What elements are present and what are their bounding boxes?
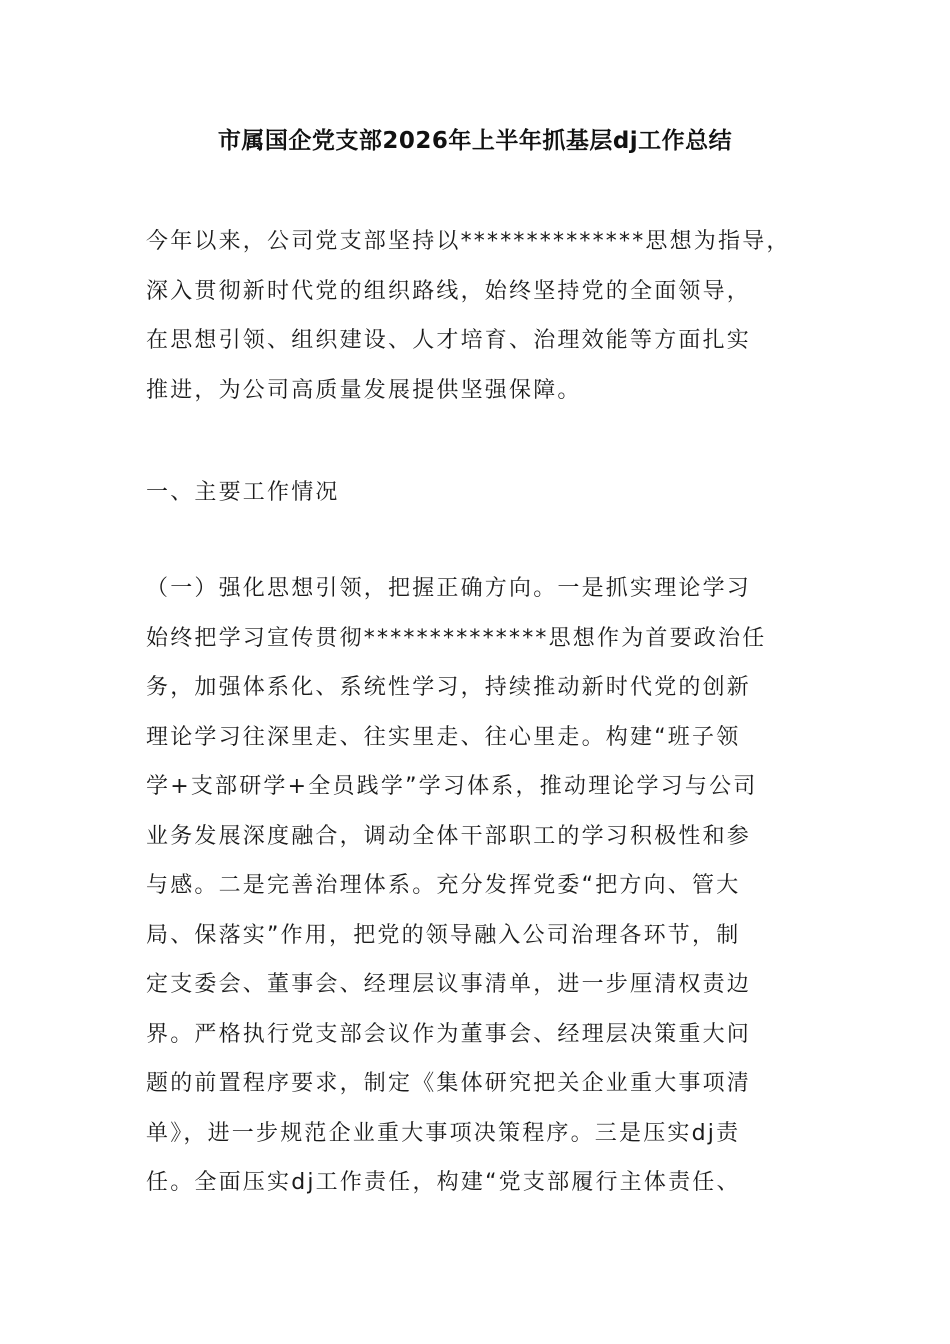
paragraph-line: 始终把学习宣传贯彻**************思想作为首要政治任 [146, 625, 767, 651]
paragraph-line: 定支委会、董事会、经理层议事清单，进一步厘清权责边 [146, 972, 752, 997]
paragraph-line: 任。全面压实dj工作责任，构建“党支部履行主体责任、 [146, 1170, 741, 1195]
paragraph-line: 单》，进一步规范企业重大事项决策程序。三是压实dj责 [146, 1120, 741, 1146]
paragraph-line: 局、保落实”作用，把党的领导融入公司治理各环节，制 [146, 922, 741, 948]
paragraph-line: 务，加强体系化、系统性学习，持续推动新时代党的创新 [146, 675, 752, 700]
paragraph-line: 题的前置程序要求，制定《集体研究把关企业重大事项清 [146, 1071, 752, 1096]
paragraph-line: 业务发展深度融合，调动全体干部职工的学习积极性和参 [146, 823, 752, 849]
paragraph-line: （一）强化思想引领，把握正确方向。一是抓实理论学习 [146, 576, 752, 601]
paragraph-line: 与感。二是完善治理体系。充分发挥党委“把方向、管大 [146, 873, 741, 898]
paragraph-line: 今年以来，公司党支部坚持以**************思想为指导， [146, 229, 791, 254]
paragraph-line: 界。严格执行党支部会议作为董事会、经理层决策重大问 [146, 1021, 752, 1047]
paragraph-line: 推进，为公司高质量发展提供坚强保障。 [146, 377, 582, 403]
paragraph-line: 理论学习往深里走、往实里走、往心里走。构建“班子领 [146, 724, 741, 750]
document-title: 市属国企党支部2026年上半年抓基层dj工作总结 [217, 128, 733, 154]
intro-paragraph [146, 217, 836, 415]
paragraph-line: 深入贯彻新时代党的组织路线，始终坚持党的全面领导， [146, 278, 752, 304]
paragraph-line: 在思想引领、组织建设、人才培育、治理效能等方面扎实 [146, 328, 752, 353]
section-heading: 一、主要工作情况 [146, 480, 340, 505]
section-paragraph [146, 564, 836, 1208]
paragraph-line: 学+支部研学+全员践学”学习体系，推动理论学习与公司 [146, 774, 758, 799]
